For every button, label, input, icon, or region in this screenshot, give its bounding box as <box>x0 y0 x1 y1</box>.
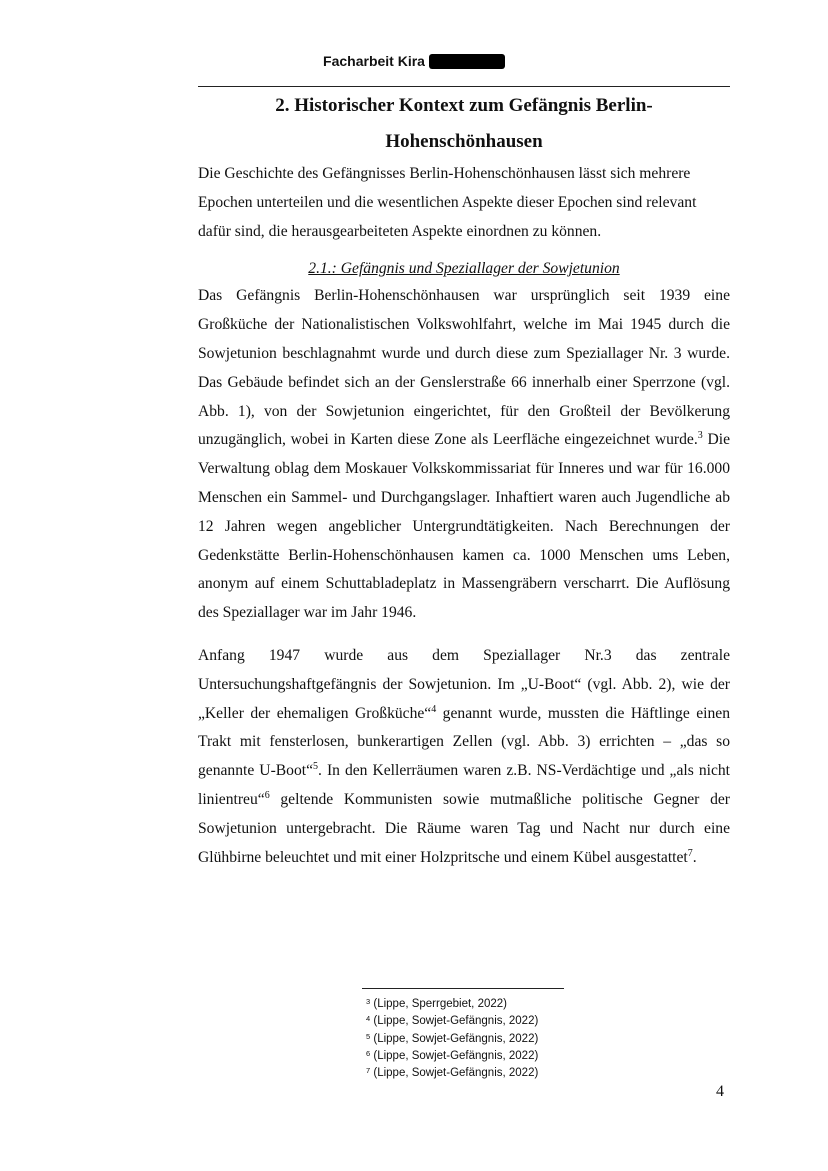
paragraph-2-text-b: genannt wurde, mussten die Häftlinge einen Trakt mit fensterlosen, bunkerartigen Zellen (vgl. Abb. 3) errichten – „das so genannte U-Boot“ <box>198 704 730 780</box>
footnote-ref-7[interactable]: 7 <box>687 847 693 859</box>
footnote-item <box>366 1013 626 1030</box>
page-header <box>0 52 828 70</box>
footnote-text: (Lippe, Sperrgebiet, 2022) <box>370 998 507 1010</box>
footnote-text: (Lippe, Sowjet-Gefängnis, 2022) <box>370 1015 539 1028</box>
footnote-number: 6 <box>366 1048 371 1058</box>
footnote-text: (Lippe, Sowjet-Gefängnis, 2022) <box>370 1032 539 1045</box>
footnote-item <box>366 1065 626 1082</box>
intro-paragraph: Die Geschichte des Gefängnisses Berlin-Hohenschönhausen lässt sich mehrere Epochen unterteilen und die wesentlichen Aspekte dieser Epochen sind relevant dafür sind, die herausgearbeiteten Aspekte einordnen zu können. <box>198 165 697 240</box>
header-title: Facharbeit Kira <box>323 53 425 69</box>
paragraph-1-text-a: Das Gefängnis Berlin-Hohenschönhausen war ursprünglich seit 1939 eine Großküche der Nationalistischen Volkswohlfahrt, welche im Mai 1945 durch die Sowjetunion beschlagnahmt wurde und durch diese zum Speziallager Nr. 3 wurde. Das Gebäude befindet sich an der Genslerstraße 66 innerhalb einer Sperrzone (vgl. Abb. 1), von der Sowjetunion eingerichtet, für den Großteil der Bevölkerung unzugänglich, wobei in Karten diese Zone als Leerfläche eingezeichnet wurde. <box>198 287 730 449</box>
footnote-ref-4[interactable]: 4 <box>431 703 437 715</box>
paragraph-2-text-e: . <box>692 848 697 866</box>
footnote-number: 5 <box>366 1031 371 1041</box>
footnote-number: 7 <box>366 1066 371 1076</box>
footnote-item <box>366 1031 626 1048</box>
footnote-ref-6[interactable]: 6 <box>264 789 270 801</box>
header-divider <box>198 86 730 87</box>
footnote-ref-5[interactable]: 5 <box>313 760 319 772</box>
document-body <box>198 88 730 872</box>
footnote-ref-3[interactable]: 3 <box>697 430 703 442</box>
paragraph-2-text-a: Anfang 1947 wurde aus dem Speziallager Nr.3 das zentrale Untersuchungshaftgefängnis der Sowjetunion. Im „U-Boot“ (vgl. Abb. 2), wie der „Keller der ehemaligen Großküche“ <box>198 646 730 722</box>
paragraph-2-text-d: geltende Kommunisten sowie mutmaßliche politische Gegner der Sowjetunion untergebracht. Die Räume waren Tag und Nacht nur durch eine Glühbirne beleuchtet und mit einer Holzpritsche und einem Kübel ausgestattet <box>198 790 730 866</box>
section-paragraph-1 <box>198 282 730 628</box>
chapter-heading-line-1: 2. Historischer Kontext zum Gefängnis Berlin- <box>275 95 653 116</box>
footnote-number: 4 <box>366 1014 371 1024</box>
chapter-heading-line-2: Hohenschönhausen <box>385 131 543 152</box>
page-number: 4 <box>716 1083 724 1100</box>
footnote-text: (Lippe, Sowjet-Gefängnis, 2022) <box>370 1049 539 1062</box>
footnotes <box>366 996 626 1082</box>
redacted-name-block <box>429 54 505 69</box>
footnote-text: (Lippe, Sowjet-Gefängnis, 2022) <box>370 1067 539 1080</box>
chapter-heading <box>198 88 730 160</box>
footnote-item <box>366 996 626 1013</box>
section-heading: 2.1.: Gefängnis und Speziallager der Sowjetunion <box>308 260 620 278</box>
section-paragraph-2 <box>198 642 730 872</box>
paragraph-2-text-c: . In den Kellerräumen waren z.B. NS-Verdächtige und „als nicht linientreu“ <box>198 762 730 808</box>
footnote-item <box>366 1048 626 1065</box>
footnote-number: 3 <box>366 997 371 1006</box>
paragraph-1-text-b: Die Verwaltung oblag dem Moskauer Volkskommissariat für Inneres und war für 16.000 Menschen ein Sammel- und Durchgangslager. Inhaftiert waren auch Jugendliche ab 12 Jahren wegen angeblicher Untergrundtätigkeiten. Nach Berechnungen der Gedenkstätte Berlin-Hohenschönhausen kamen ca. 1000 Menschen ums Leben, anonym auf einem Schuttabladeplatz in Massengräbern verscharrt. Die Auflösung des Speziallager war im Jahr 1946. <box>198 431 730 622</box>
footnote-divider <box>362 988 564 989</box>
